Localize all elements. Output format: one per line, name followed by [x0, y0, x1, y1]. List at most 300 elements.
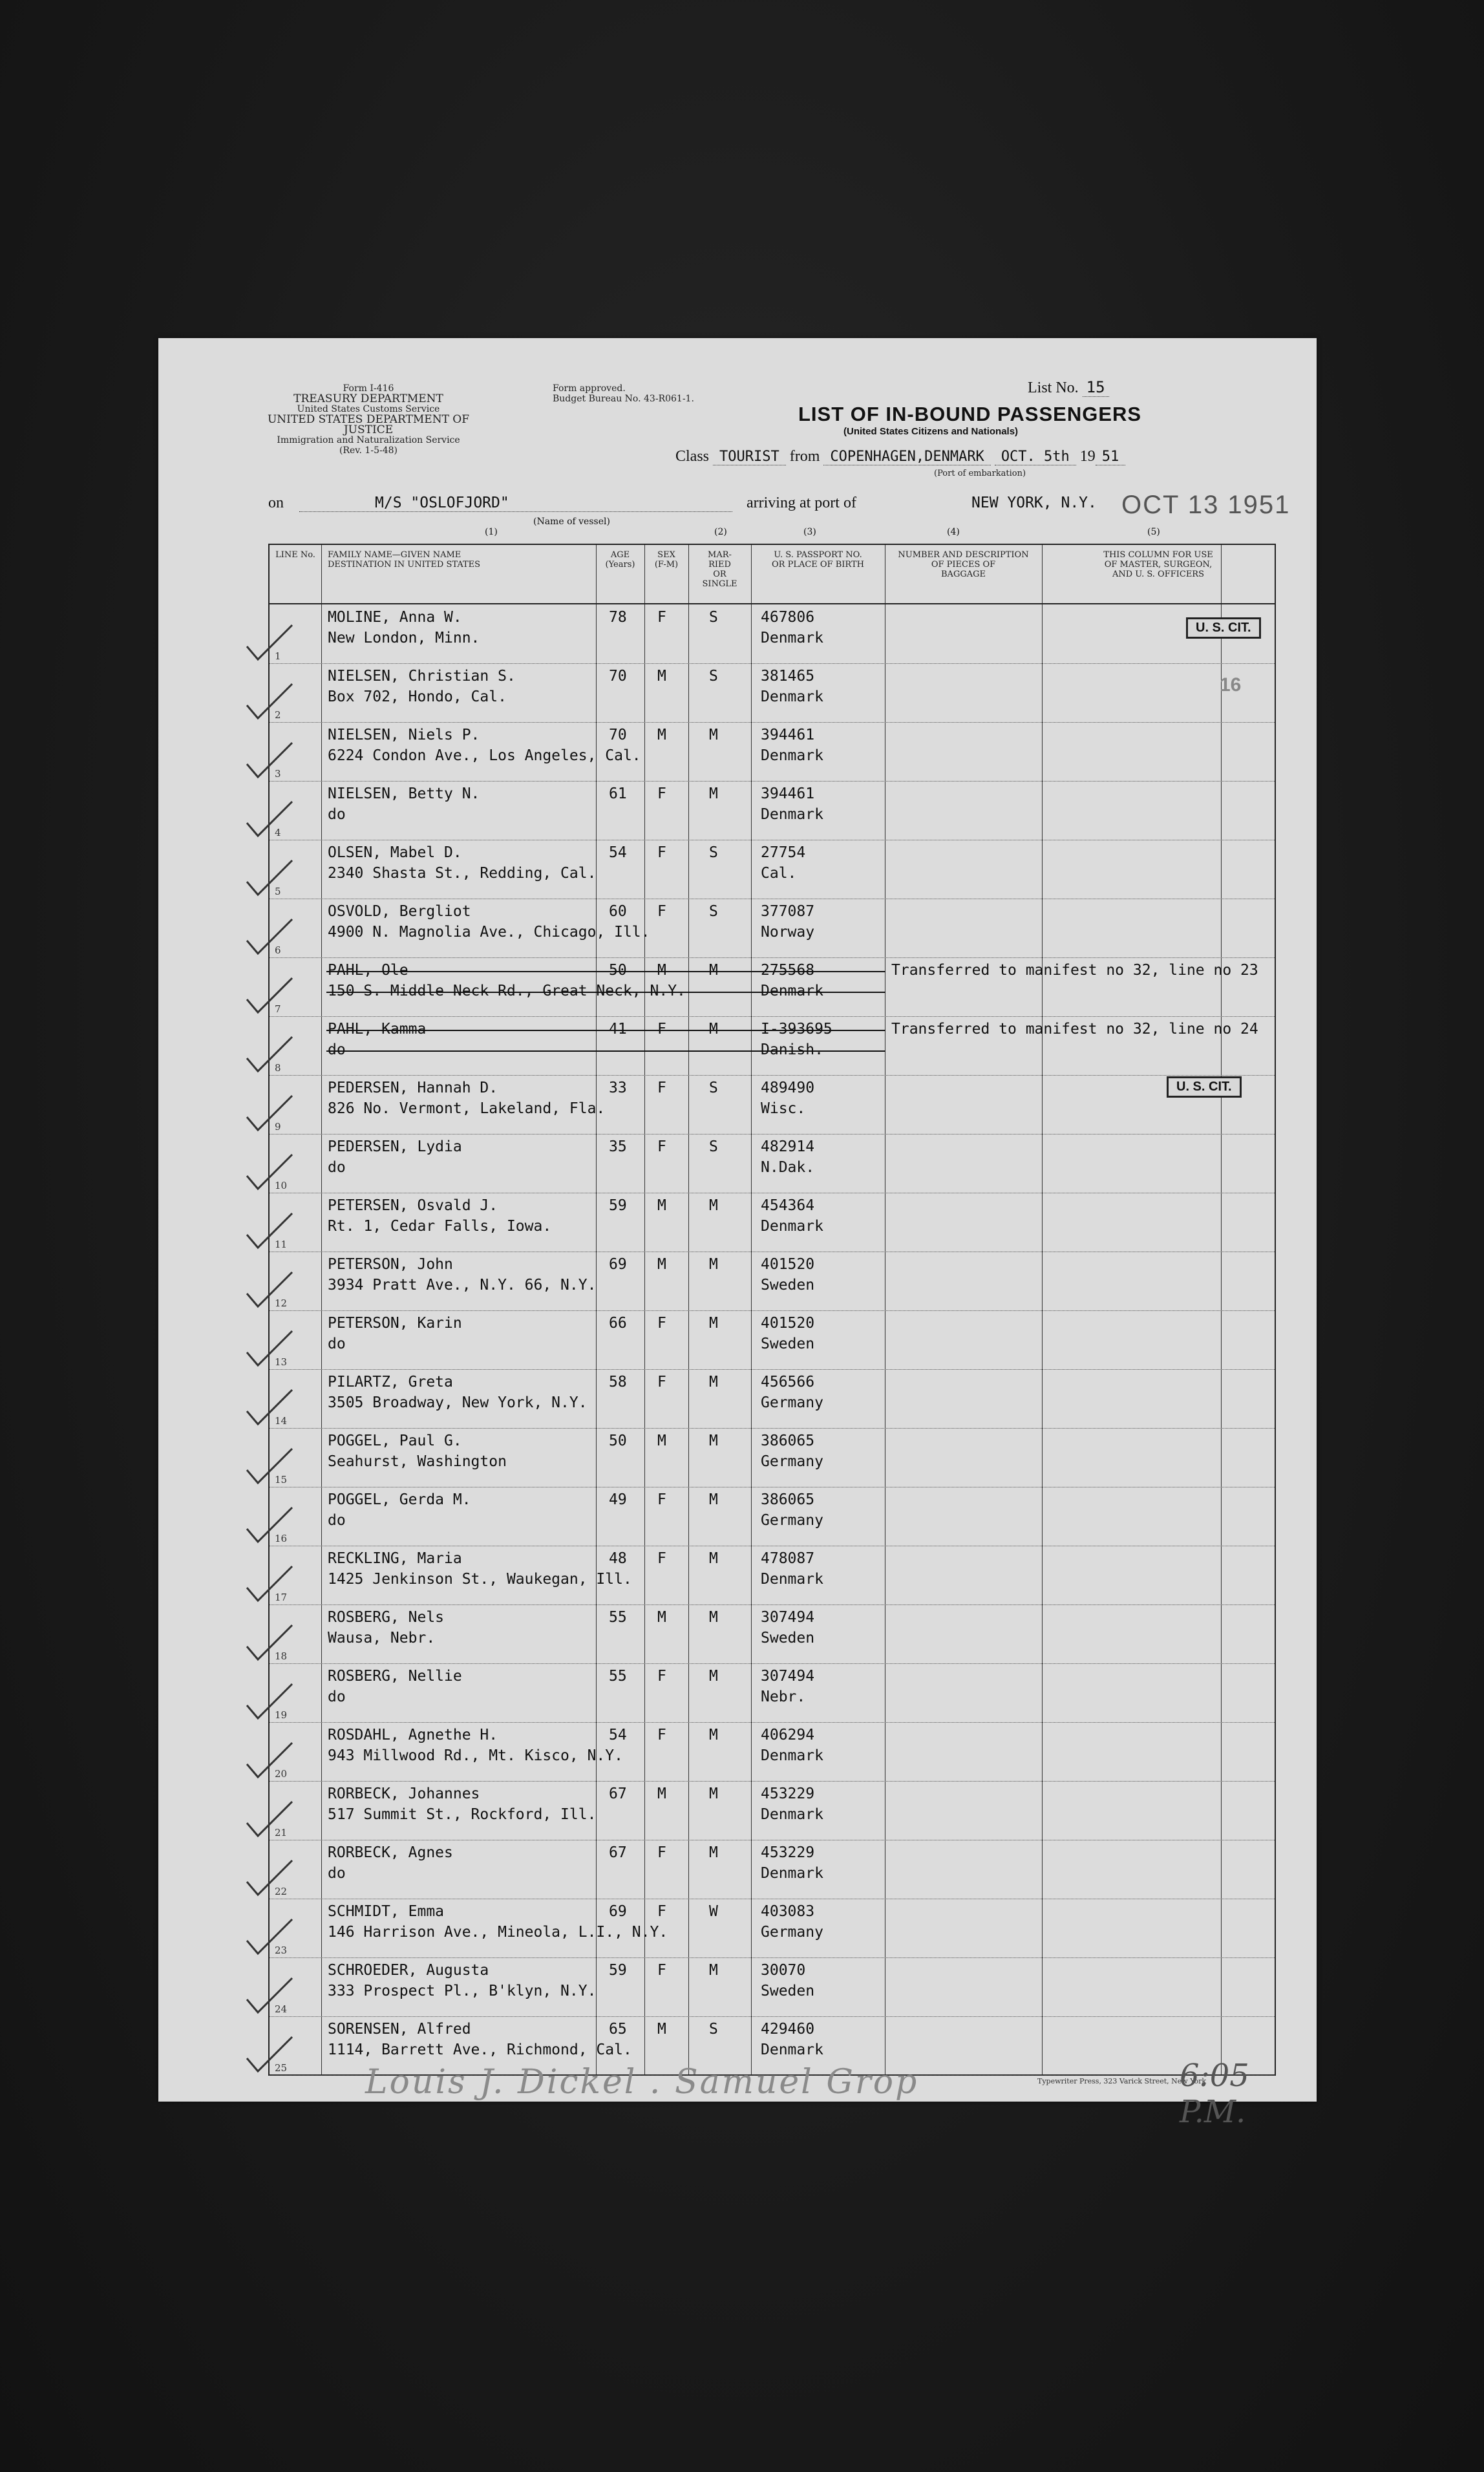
table-row	[270, 1369, 1275, 1429]
class-line	[675, 448, 1125, 465]
passenger-name: ROSBERG, Nellie	[328, 1668, 462, 1685]
passenger-destination: 943 Millwood Rd., Mt. Kisco, N.Y.	[328, 1747, 623, 1764]
col-number-5: (5)	[1147, 527, 1160, 537]
strikethrough-line	[326, 1030, 885, 1031]
customs-service: United States Customs Service	[297, 404, 440, 414]
passport-number: 30070	[761, 1962, 806, 1979]
passenger-name: PAHL, Ole	[328, 962, 408, 979]
passenger-name: OSVOLD, Bergliot	[328, 903, 471, 920]
place-of-birth: Germany	[761, 1394, 823, 1411]
place-of-birth: Denmark	[761, 1865, 823, 1882]
passenger-age: 69	[609, 1256, 627, 1273]
us-citizen-stamp: U. S. CIT.	[1167, 1076, 1242, 1098]
page-title: LIST OF IN-BOUND PASSENGERS	[798, 403, 1142, 425]
table-row	[270, 1075, 1275, 1135]
passenger-age: 55	[609, 1609, 627, 1626]
marital-status: M	[709, 1785, 718, 1802]
passenger-age: 48	[609, 1550, 627, 1567]
table-row	[270, 899, 1275, 958]
passenger-destination: Box 702, Hondo, Cal.	[328, 688, 507, 705]
line-number: 24	[275, 2003, 288, 2015]
passenger-name: RORBECK, Johannes	[328, 1785, 480, 1802]
passenger-destination: 2340 Shasta St., Redding, Cal.	[328, 865, 597, 882]
passenger-sex: F	[657, 1844, 666, 1861]
passenger-age: 59	[609, 1962, 627, 1979]
table-row	[270, 663, 1275, 723]
form-agency-block	[265, 383, 472, 456]
header-married: MAR- RIED OR SINGLE	[702, 550, 737, 589]
place-of-birth: Sweden	[761, 1983, 815, 1999]
passport-number: 307494	[761, 1668, 815, 1685]
marital-status: M	[709, 1491, 718, 1508]
passport-number: 453229	[761, 1785, 815, 1802]
arriving-label: arriving at port of	[747, 495, 856, 511]
table-row	[270, 1016, 1275, 1076]
passenger-name: PEDERSEN, Hannah D.	[328, 1080, 498, 1096]
check-mark-icon	[244, 1859, 295, 1898]
marital-status: S	[709, 2021, 718, 2038]
check-mark-icon	[244, 1153, 295, 1192]
place-of-birth: Germany	[761, 1453, 823, 1470]
passenger-age: 54	[609, 844, 627, 861]
justice-dept: UNITED STATES DEPARTMENT OF JUSTICE	[267, 413, 470, 436]
place-of-birth: Cal.	[761, 865, 797, 882]
passport-number: 307494	[761, 1609, 815, 1626]
passenger-sex: M	[657, 1256, 666, 1273]
arrival-port: NEW YORK, N.Y.	[971, 495, 1097, 511]
passenger-destination: Wausa, Nebr.	[328, 1630, 436, 1646]
handwritten-time: 6:05 P.M.	[1180, 2058, 1249, 2130]
marital-status: M	[709, 1197, 718, 1214]
place-of-birth: Denmark	[761, 630, 823, 646]
passenger-name: SCHROEDER, Augusta	[328, 1962, 489, 1979]
passenger-age: 61	[609, 785, 627, 802]
passenger-destination: do	[328, 1336, 346, 1352]
marital-status: M	[709, 1021, 718, 1038]
line-number: 14	[275, 1415, 288, 1427]
place-of-birth: Norway	[761, 924, 815, 941]
on-label: on	[268, 495, 284, 511]
marital-status: S	[709, 1138, 718, 1155]
place-of-birth: N.Dak.	[761, 1159, 815, 1176]
passenger-name: RORBECK, Agnes	[328, 1844, 453, 1861]
place-of-birth: Sweden	[761, 1630, 815, 1646]
passport-number: 478087	[761, 1550, 815, 1567]
passport-number: 406294	[761, 1727, 815, 1743]
header-age: AGE (Years)	[605, 550, 635, 570]
check-mark-icon	[244, 1800, 295, 1839]
passenger-destination: 826 No. Vermont, Lakeland, Fla.	[328, 1100, 606, 1117]
check-mark-icon	[244, 977, 295, 1016]
line-number: 6	[275, 944, 281, 956]
marital-status: M	[709, 1962, 718, 1979]
passenger-name: ROSDAHL, Agnethe H.	[328, 1727, 498, 1743]
passenger-destination: 146 Harrison Ave., Mineola, L.I., N.Y.	[328, 1924, 668, 1941]
passenger-destination: New London, Minn.	[328, 630, 480, 646]
passport-number: 27754	[761, 844, 806, 861]
line-number: 22	[275, 1886, 288, 1897]
marital-status: M	[709, 1727, 718, 1743]
passenger-sex: F	[657, 1668, 666, 1685]
place-of-birth: Denmark	[761, 1747, 823, 1764]
passenger-age: 78	[609, 609, 627, 626]
line-number: 23	[275, 1945, 288, 1956]
passenger-age: 54	[609, 1727, 627, 1743]
from-label: from	[789, 448, 820, 465]
passenger-age: 70	[609, 668, 627, 685]
place-of-birth: Denmark	[761, 806, 823, 823]
passenger-destination: do	[328, 1689, 346, 1705]
check-mark-icon	[244, 1271, 295, 1310]
table-row	[270, 1252, 1275, 1311]
list-number	[1028, 378, 1109, 397]
passenger-name: MOLINE, Anna W.	[328, 609, 462, 626]
header-passport: U. S. PASSPORT NO. OR PLACE OF BIRTH	[772, 550, 864, 570]
passport-number: 386065	[761, 1491, 815, 1508]
header-baggage: NUMBER AND DESCRIPTION OF PIECES OF BAGGAGE	[898, 550, 1029, 579]
strikethrough-line	[326, 1050, 885, 1052]
form-number: Form I-416	[343, 383, 394, 394]
passenger-sex: M	[657, 1609, 666, 1626]
list-number-value: 15	[1083, 378, 1109, 397]
passenger-name: PETERSON, Karin	[328, 1315, 462, 1332]
passenger-destination: 1114, Barrett Ave., Richmond, Cal.	[328, 2041, 632, 2058]
line-number: 8	[275, 1062, 281, 1074]
passport-number: 386065	[761, 1433, 815, 1449]
passenger-name: OLSEN, Mabel D.	[328, 844, 462, 861]
check-mark-icon	[244, 1212, 295, 1251]
passenger-sex: F	[657, 903, 666, 920]
line-number: 25	[275, 2062, 288, 2074]
table-row	[270, 722, 1275, 782]
passenger-destination: 6224 Condon Ave., Los Angeles, Cal.	[328, 747, 641, 764]
passenger-name: NIELSEN, Niels P.	[328, 727, 480, 743]
check-mark-icon	[244, 741, 295, 780]
check-mark-icon	[244, 683, 295, 721]
title-block	[798, 403, 1160, 437]
passenger-name: RECKLING, Maria	[328, 1550, 462, 1567]
place-of-birth: Denmark	[761, 983, 823, 999]
passenger-name: PETERSEN, Osvald J.	[328, 1197, 498, 1214]
place-of-birth: Sweden	[761, 1336, 815, 1352]
header-officers: THIS COLUMN FOR USE OF MASTER, SURGEON, AND U. S. OFFICERS	[1103, 550, 1213, 579]
passenger-sex: F	[657, 1080, 666, 1096]
table-header	[270, 545, 1275, 604]
passenger-age: 60	[609, 903, 627, 920]
marital-status: W	[709, 1903, 718, 1920]
header-line-no: LINE No.	[275, 550, 315, 560]
col-number-2: (2)	[714, 527, 727, 537]
table-row	[270, 1722, 1275, 1782]
place-of-birth: Denmark	[761, 1806, 823, 1823]
passenger-destination: 3934 Pratt Ave., N.Y. 66, N.Y.	[328, 1277, 597, 1294]
passenger-sex: M	[657, 1785, 666, 1802]
passport-number: 429460	[761, 2021, 815, 2038]
class-label: Class	[675, 448, 710, 465]
marital-status: S	[709, 903, 718, 920]
passenger-destination: do	[328, 1512, 346, 1529]
table-row	[270, 1193, 1275, 1252]
table-row	[270, 1957, 1275, 2017]
col-number-4: (4)	[947, 527, 960, 537]
passenger-destination: 4900 N. Magnolia Ave., Chicago, Ill.	[328, 924, 650, 941]
place-of-birth: Denmark	[761, 1218, 823, 1235]
passenger-name: POGGEL, Gerda M.	[328, 1491, 471, 1508]
passenger-age: 50	[609, 962, 627, 979]
passenger-destination: do	[328, 806, 346, 823]
passenger-age: 50	[609, 1433, 627, 1449]
passenger-name: POGGEL, Paul G.	[328, 1433, 462, 1449]
passenger-age: 55	[609, 1668, 627, 1685]
passenger-name: SORENSEN, Alfred	[328, 2021, 471, 2038]
passport-number: 403083	[761, 1903, 815, 1920]
passenger-destination: Rt. 1, Cedar Falls, Iowa.	[328, 1218, 552, 1235]
marital-status: M	[709, 1844, 718, 1861]
passenger-sex: F	[657, 844, 666, 861]
passport-number: 454364	[761, 1197, 815, 1214]
passenger-sex: F	[657, 1962, 666, 1979]
passport-number: 377087	[761, 903, 815, 920]
transfer-note: Transferred to manifest no 32, line no 24	[891, 1021, 1258, 1038]
line-number: 19	[275, 1709, 288, 1721]
table-row	[270, 1663, 1275, 1723]
table-row	[270, 1604, 1275, 1664]
embarkation-port: COPENHAGEN,DENMARK	[823, 449, 990, 465]
ins-service: Immigration and Naturalization Service	[277, 435, 460, 445]
passenger-destination: Seahurst, Washington	[328, 1453, 507, 1470]
class-value: TOURIST	[713, 449, 786, 465]
passenger-name: PETERSON, John	[328, 1256, 453, 1273]
passenger-age: 67	[609, 1844, 627, 1861]
passenger-sex: F	[657, 1374, 666, 1390]
line-number: 16	[275, 1533, 288, 1544]
marital-status: S	[709, 844, 718, 861]
strikethrough-line	[326, 992, 885, 993]
passport-number: 453229	[761, 1844, 815, 1861]
us-citizen-stamp: U. S. CIT.	[1186, 617, 1261, 639]
header-sex: SEX (F-M)	[654, 550, 679, 570]
table-row	[270, 1134, 1275, 1193]
form-revision: (Rev. 1-5-48)	[339, 445, 398, 456]
passenger-sex: F	[657, 1021, 666, 1038]
check-mark-icon	[244, 918, 295, 957]
passenger-destination: 333 Prospect Pl., B'klyn, N.Y.	[328, 1983, 597, 1999]
passenger-sex: F	[657, 785, 666, 802]
port-caption: (Port of embarkation)	[934, 469, 1026, 478]
table-row	[270, 1310, 1275, 1370]
marital-status: M	[709, 1550, 718, 1567]
check-mark-icon	[244, 1389, 295, 1427]
passenger-destination: do	[328, 1159, 346, 1176]
marital-status: M	[709, 1609, 718, 1626]
passenger-sex: F	[657, 609, 666, 626]
table-row	[270, 1546, 1275, 1605]
check-mark-icon	[244, 1447, 295, 1486]
form-approved: Form approved.	[553, 383, 626, 394]
form-approval-block	[553, 383, 734, 404]
passenger-destination: do	[328, 1041, 346, 1058]
check-mark-icon	[244, 800, 295, 839]
passenger-age: 49	[609, 1491, 627, 1508]
passport-number: 482914	[761, 1138, 815, 1155]
passport-number: 394461	[761, 727, 815, 743]
place-of-birth: Germany	[761, 1924, 823, 1941]
marital-status: S	[709, 668, 718, 685]
line-number: 12	[275, 1297, 288, 1309]
table-row	[270, 1487, 1275, 1546]
passenger-sex: F	[657, 1315, 666, 1332]
passenger-destination: do	[328, 1865, 346, 1882]
passport-number: 456566	[761, 1374, 815, 1390]
place-of-birth: Germany	[761, 1512, 823, 1529]
passenger-name: PILARTZ, Greta	[328, 1374, 453, 1390]
check-mark-icon	[244, 1977, 295, 2016]
line-number: 20	[275, 1768, 288, 1780]
line-number: 10	[275, 1180, 288, 1191]
place-of-birth: Sweden	[761, 1277, 815, 1294]
passenger-sex: M	[657, 1197, 666, 1214]
line-number: 13	[275, 1356, 288, 1368]
list-label: List No.	[1028, 379, 1079, 396]
marital-status: S	[709, 609, 718, 626]
line-number: 4	[275, 827, 281, 838]
passenger-sex: F	[657, 1138, 666, 1155]
place-of-birth: Denmark	[761, 1571, 823, 1588]
place-of-birth: Denmark	[761, 688, 823, 705]
marital-status: M	[709, 1315, 718, 1332]
passenger-sex: M	[657, 727, 666, 743]
passenger-sex: M	[657, 668, 666, 685]
passenger-age: 70	[609, 727, 627, 743]
handwritten-number: 16	[1220, 674, 1242, 696]
passenger-sex: F	[657, 1727, 666, 1743]
year-prefix: 19	[1079, 448, 1096, 465]
vessel-caption: (Name of vessel)	[533, 517, 610, 527]
passenger-sex: M	[657, 962, 666, 979]
place-of-birth: Denmark	[761, 2041, 823, 2058]
line-number: 18	[275, 1650, 288, 1662]
marital-status: M	[709, 1256, 718, 1273]
passenger-sex: F	[657, 1491, 666, 1508]
printer-imprint: Typewriter Press, 323 Varick Street, New York	[1037, 2077, 1207, 2085]
line-number: 11	[275, 1239, 288, 1250]
vessel-line	[268, 491, 1302, 520]
table-row	[270, 1781, 1275, 1840]
passenger-age: 59	[609, 1197, 627, 1214]
marital-status: M	[709, 1374, 718, 1390]
place-of-birth: Wisc.	[761, 1100, 806, 1117]
marital-status: M	[709, 785, 718, 802]
officer-signature: Louis J. Dickel . Samuel Grop	[365, 2063, 919, 2102]
passport-number: 401520	[761, 1256, 815, 1273]
passport-number: 467806	[761, 609, 815, 626]
passenger-age: 58	[609, 1374, 627, 1390]
marital-status: M	[709, 962, 718, 979]
passenger-destination: 3505 Broadway, New York, N.Y.	[328, 1394, 588, 1411]
treasury-dept: TREASURY DEPARTMENT	[293, 392, 443, 405]
check-mark-icon	[244, 1742, 295, 1780]
passenger-age: 41	[609, 1021, 627, 1038]
vessel-name: M/S "OSLOFJORD"	[375, 495, 509, 511]
line-number: 2	[275, 709, 281, 721]
passenger-age: 67	[609, 1785, 627, 1802]
arrival-date-stamp: OCT 13 1951	[1121, 491, 1291, 519]
check-mark-icon	[244, 1918, 295, 1957]
passenger-sex: M	[657, 2021, 666, 2038]
passport-number: 401520	[761, 1315, 815, 1332]
passenger-name: ROSBERG, Nels	[328, 1609, 445, 1626]
col-number-3: (3)	[803, 527, 816, 537]
table-row	[270, 840, 1275, 899]
marital-status: M	[709, 1433, 718, 1449]
passenger-name: NIELSEN, Betty N.	[328, 785, 480, 802]
check-mark-icon	[244, 1506, 295, 1545]
check-mark-icon	[244, 2036, 295, 2074]
line-number: 15	[275, 1474, 288, 1486]
passport-number: 275568	[761, 962, 815, 979]
passenger-name: PEDERSEN, Lydia	[328, 1138, 462, 1155]
table-row	[270, 1840, 1275, 1899]
table-row	[270, 957, 1275, 1017]
passenger-name: NIELSEN, Christian S.	[328, 668, 516, 685]
line-number: 9	[275, 1121, 281, 1133]
check-mark-icon	[244, 1565, 295, 1604]
place-of-birth: Nebr.	[761, 1689, 806, 1705]
line-number: 1	[275, 650, 281, 662]
passenger-destination: 517 Summit St., Rockford, Ill.	[328, 1806, 597, 1823]
passenger-age: 35	[609, 1138, 627, 1155]
line-number: 5	[275, 886, 281, 897]
check-mark-icon	[244, 1683, 295, 1721]
marital-status: S	[709, 1080, 718, 1096]
table-row	[270, 1428, 1275, 1487]
strikethrough-line	[326, 971, 885, 972]
line-number: 17	[275, 1592, 288, 1603]
check-mark-icon	[244, 1036, 295, 1074]
passenger-sex: F	[657, 1903, 666, 1920]
line-number: 21	[275, 1827, 288, 1838]
line-number: 7	[275, 1003, 281, 1015]
place-of-birth: Denmark	[761, 747, 823, 764]
passenger-age: 33	[609, 1080, 627, 1096]
embarkation-date: OCT. 5th	[995, 449, 1076, 465]
passenger-age: 69	[609, 1903, 627, 1920]
check-mark-icon	[244, 1624, 295, 1663]
marital-status: M	[709, 727, 718, 743]
place-of-birth: Danish.	[761, 1041, 823, 1058]
col-number-1: (1)	[485, 527, 498, 537]
passenger-sex: M	[657, 1433, 666, 1449]
table-row	[270, 781, 1275, 840]
line-number: 3	[275, 768, 281, 780]
header-name: FAMILY NAME—GIVEN NAME DESTINATION IN UNITED STATES	[328, 550, 481, 570]
page-subtitle: (United States Citizens and Nationals)	[843, 426, 1019, 437]
check-mark-icon	[244, 1094, 295, 1133]
passport-number: 394461	[761, 785, 815, 802]
passenger-age: 65	[609, 2021, 627, 2038]
passenger-destination: 150 S. Middle Neck Rd., Great Neck, N.Y.	[328, 983, 686, 999]
passenger-name: PAHL, Kamma	[328, 1021, 427, 1038]
passport-number: 489490	[761, 1080, 815, 1096]
passenger-table	[268, 544, 1276, 2076]
transfer-note: Transferred to manifest no 32, line no 23	[891, 962, 1258, 979]
passport-number: I-393695	[761, 1021, 832, 1038]
check-mark-icon	[244, 624, 295, 663]
passenger-sex: F	[657, 1550, 666, 1567]
check-mark-icon	[244, 859, 295, 898]
manifest-sheet	[158, 338, 1317, 2130]
year-suffix: 51	[1096, 449, 1126, 465]
